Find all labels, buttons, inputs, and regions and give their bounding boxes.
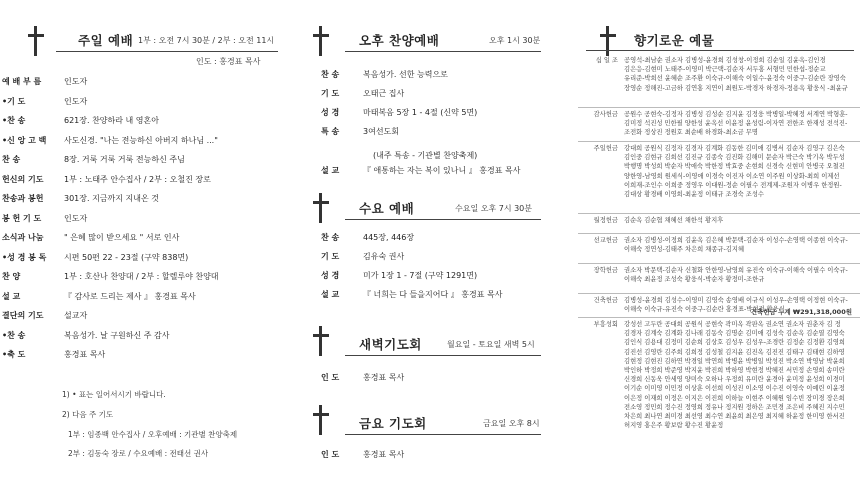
order-row: [2, 291, 196, 302]
row-value: 인도자: [64, 96, 88, 106]
row-value: 복음성가. 선한 능력으로: [363, 70, 448, 79]
row-value: 『 너희는 다 들을지어다 』 홍경표 목사: [363, 290, 503, 299]
row-value: 미가 1장 1 - 7절 (구약 1291면): [363, 271, 478, 280]
order-row: [2, 349, 105, 360]
friday-leader-row: [321, 449, 404, 460]
offering-divider: [578, 141, 860, 142]
row-label: 찬 송: [2, 155, 21, 164]
cross-icon: [28, 26, 44, 56]
offering-row: [578, 56, 848, 93]
row-label: 찬송과 봉헌: [2, 194, 44, 203]
row-label: 찬 송: [321, 70, 340, 79]
offering-label: 건축헌금: [593, 297, 618, 304]
note-line: 1부 : 임종백 안수집사 / 오후예배 : 기관별 찬양축제: [68, 430, 238, 439]
row-value: 621장. 찬양하라 내 영혼아: [64, 116, 159, 125]
sunday-times: 1부 : 오전 7시 30분 / 2부 : 오전 11시: [138, 36, 275, 45]
offering-row: [578, 144, 848, 199]
order-row: [2, 213, 87, 224]
offering-names: 강대희 공원식 김정자 김경자 김계화 김동한 김미애 김병서 김순자 김영구 김은숙 김인중 김현규 김희선 김진규 김종숙 김진화 김해미 문순자 박근숙 박기옥 박두성 박행명 박성희 박순자 박애숙 박한정 박효중 손현희 신경숙 신현미 안병국 오철진 양한영-남영희 원세식-이영애 이경숙 이진자 이소연 이주원 이상화-최희 이제선 이희재-조인수 이희중 정영우 이대원-정순 이필수 전계제-조원자 이병우 한정원-김대상 황경배 이영희-최윤정 이태규 조경숙 조성수: [624, 145, 845, 199]
order-row: [321, 88, 404, 99]
order-row: [2, 310, 87, 321]
dawn-leader-row: [321, 372, 404, 383]
dawn-time: 월요일 - 토요일 새벽 5시: [447, 340, 535, 349]
offering-label: 장학헌금: [593, 267, 618, 274]
order-row: [2, 193, 159, 204]
cross-icon: [313, 26, 329, 56]
offering-names: 강성선 고두란 공대희 공원식 공현숙 곽미옥 곽판옥 권소연 권소자 권춘자 김 정 김경자 김계숙 김계화 김나래 김동숙 김명순 김미애 김성숙 김순옥 김순열 김영숙 김인식 김용대 김정미 김순희 김상호 김성우 김성우-조경란 김정순 김정환 김영희 김진선 김영란 김주희 김희정 김성철 김지윤 김진옥 김진진 김태구 김태현 김하영 김현정 김현진 김하연 박경일 박연희 박병윤 박병일 박성진 박소연 박영남 박윤희 박인하 박정희 박준영 박지윤 박진희 박하영 박현정 박혜진 서민정 손영희 송미란 신경희 신동욱 안세영 양미숙 오하나 우정희 유미란 윤경아 윤미정 윤성희 이경미 이기순 이미영 이민정 이상훈 이선희 이성진 이소영 이수진 이영숙 이예린 이윤정 이은정 이재희 이정은 이지은 이진희 이하늘 이현주 이혜원 임수빈 장미경 장은희 전소영 정민희 정수진 정영희 정유나 정지원 정하은 조민경 조은비 주혜진 지수민 차은희 최나연 최미경 최선영 최수연 최윤희 최은영 최지혜 하윤정 한미영 한서진 허지영 홍은주 황보람 황수진 황윤정: [624, 321, 846, 430]
row-value: 설교자: [64, 311, 88, 320]
row-value: 1부 : 노태주 안수집사 / 2부 : 오철진 장로: [64, 174, 211, 184]
order-row: [321, 289, 502, 300]
offering-label: 십 일 조: [595, 57, 618, 64]
row-value: 홍경표 목사: [64, 350, 106, 359]
row-label: 설 교: [321, 166, 340, 175]
row-value: (내주 특송 - 기관별 찬양축제): [373, 151, 478, 160]
row-value: 김유숙 권사: [363, 252, 405, 261]
offering-names: 권소자 김병성-이정희 김윤옥 김은혜 박문택-김순자 이성수-손영택 이종현 이숙규-이해숙 정연성-김태주 차은희 채종규-김지혜: [624, 237, 848, 254]
order-row: [2, 154, 185, 165]
order-row: [2, 174, 211, 185]
row-value: 『 애통하는 자는 복이 있나니 』 홍경표 목사: [363, 166, 521, 175]
note-line: 2) 다음 주 기도: [62, 410, 114, 419]
row-label: •찬 송: [2, 330, 26, 340]
wednesday-time: 수요일 오후 7시 30분: [455, 204, 532, 213]
row-value: 사도신경. "나는 전능하신 아버지 하나님 ...": [64, 135, 218, 145]
afternoon-title: 오후 찬양예배: [359, 33, 440, 48]
row-value: 시편 50편 22 - 23절 (구약 838면): [64, 252, 189, 262]
offering-label: 부흥성회: [593, 321, 618, 328]
row-label: 예 배 부 름: [2, 77, 42, 86]
cross-icon: [313, 326, 329, 356]
row-value: 8장. 거룩 거룩 거룩 전능하신 주님: [64, 155, 185, 164]
sunday-leader: 인도 : 홍경표 목사: [196, 57, 261, 66]
offering-label: 선교헌금: [593, 237, 618, 244]
row-label: 소식과 나눔: [2, 233, 44, 242]
order-row: [321, 126, 399, 137]
order-row: [321, 165, 520, 176]
afternoon-time: 오후 1시 30분: [489, 36, 541, 45]
row-label: 기 도: [321, 89, 340, 98]
order-row: [2, 135, 218, 146]
sunday-title: 주일 예배: [78, 33, 134, 48]
row-label: 찬 송: [321, 233, 340, 242]
divider: [345, 219, 541, 220]
offering-row: [578, 266, 848, 284]
friday-title: 금요 기도회: [359, 416, 427, 431]
order-row: [2, 76, 87, 87]
row-value: 3여선도회: [363, 127, 400, 136]
offering-names: 김병성-윤경희 김성수-이영미 김영숙 송영배 이규식 이성우-손영택 이정현 이숙규-이해숙 이숙규-유진숙 이중구-김순란 홍경표-박현정 황웅식: [624, 297, 848, 314]
offering-divider: [578, 233, 860, 234]
order-row: [2, 330, 169, 341]
row-value: " 은혜 많이 받으세요 " 서로 인사: [64, 233, 180, 242]
offering-names: 공원수 공현숙-김정자 김병성 김성순 김지윤 김정웅 박병일-박혜정 서계연 박형훈-김미정 석진성 민한필 양한성 윤옥선 이윤정 윤성림-이자연 전한조 한재성 전석진-조전화 정상진 정원호 최순배 하경화-최소금 무명: [624, 111, 848, 137]
order-row: [321, 107, 477, 118]
dawn-title: 새벽기도회: [359, 337, 422, 352]
wednesday-title: 수요 예배: [359, 201, 415, 216]
row-label: 기 도: [321, 252, 340, 261]
offerings-column: [578, 0, 860, 481]
row-value: 『 감사로 드리는 제사 』 홍경표 목사: [64, 291, 196, 301]
row-label: 성 경: [321, 271, 340, 280]
row-label: •신 앙 고 백: [2, 135, 47, 145]
divider: [345, 434, 541, 435]
row-label: 봉 헌 기 도: [2, 213, 42, 223]
row-label: •기 도: [2, 96, 26, 106]
offering-names: 권소자 박문택-김순자 신철화 안한영-남영희 유진숙 이숙규-이해숙 이필수 이숙규-이해숙 최윤정 조성숙 황웅식-박순자 황정미-조한규: [624, 267, 848, 284]
row-value: 301장. 지금까지 지내온 것: [64, 194, 159, 203]
offering-divider: [578, 213, 860, 214]
row-value: 홍경표 목사: [363, 373, 405, 382]
note-line: 1) • 표는 일어서시기 바랍니다.: [62, 390, 166, 399]
offering-row: [578, 110, 848, 138]
order-row: [321, 69, 448, 80]
order-row: [321, 232, 414, 243]
offering-names: 김순옥 김순협 채혜선 채한석 황지후: [624, 217, 724, 224]
order-row: [2, 115, 159, 126]
row-label: 설 교: [2, 291, 21, 301]
row-label: 특 송: [321, 127, 340, 136]
offering-row: [578, 216, 848, 225]
services-column: [303, 0, 545, 481]
sunday-worship-column: [0, 0, 290, 481]
row-value: 홍경표 목사: [363, 450, 405, 459]
offering-row: [578, 236, 848, 254]
row-label: 성 경: [321, 108, 340, 117]
row-label: •성 경 봉 독: [2, 252, 47, 262]
building-fund-total: 건축헌금 누계 ₩291,318,000원: [750, 308, 852, 316]
divider: [56, 51, 278, 52]
row-label: 인 도: [321, 450, 340, 459]
row-value: 복음성가. 날 구원하신 주 감사: [64, 330, 170, 340]
friday-time: 금요일 오후 8시: [483, 419, 540, 428]
offering-divider: [578, 107, 860, 108]
order-row: [321, 251, 404, 262]
offering-label: 주일헌금: [593, 145, 618, 152]
divider: [345, 51, 541, 52]
cross-icon: [313, 405, 329, 435]
order-row: [2, 232, 179, 243]
row-label: 결단의 기도: [2, 311, 44, 320]
offering-names: 공영석-최남순 권소자 김병성-윤경희 김성창-이정희 김순일 김윤옥-김인경 김은응-김현미 노태주-이영미 박근택-김순자 서두홍 서형민 민한섭-정순교 유리준-박희선 윤혜순 조주환 이숙규-이해숙 이일수-윤정숙 이중구-김순란 장영숙 장영순 정해진-고금하 김연홍 지연이 최원도-박경자 하경자-정용옥 황웅식 -최윤규: [624, 57, 848, 92]
row-label: 찬 양: [2, 272, 21, 281]
order-row: [2, 271, 219, 282]
cross-icon: [313, 193, 329, 223]
offering-label: 월정헌금: [593, 217, 618, 224]
row-label: 헌신의 기도: [2, 174, 44, 184]
offering-label: 감사헌금: [593, 111, 618, 118]
row-label: •축 도: [2, 350, 26, 359]
order-row: [373, 150, 477, 161]
row-value: 1부 : 호산나 찬양대 / 2부 : 할렐루야 찬양대: [64, 272, 219, 281]
divider: [586, 50, 854, 51]
offering-divider: [578, 293, 860, 294]
offering-divider: [578, 317, 860, 318]
row-value: 인도자: [64, 213, 88, 223]
row-value: 마태복음 5장 1 - 4절 (신약 5면): [363, 108, 478, 117]
row-value: 오태근 집사: [363, 89, 405, 98]
order-row: [321, 270, 477, 281]
divider: [345, 355, 541, 356]
order-row: [2, 252, 188, 263]
offerings-title: 향기로운 예물: [634, 33, 715, 48]
row-label: 설 교: [321, 290, 340, 299]
order-row: [2, 96, 87, 107]
row-label: 인 도: [321, 373, 340, 382]
offering-divider: [578, 263, 860, 264]
row-value: 445장, 446장: [363, 233, 415, 242]
row-label: •찬 송: [2, 116, 26, 125]
offering-row: [578, 320, 848, 430]
note-line: 2부 : 김동숙 장로 / 수요예배 : 전태선 권사: [68, 449, 209, 458]
cross-icon: [600, 26, 616, 56]
row-value: 인도자: [64, 77, 88, 86]
